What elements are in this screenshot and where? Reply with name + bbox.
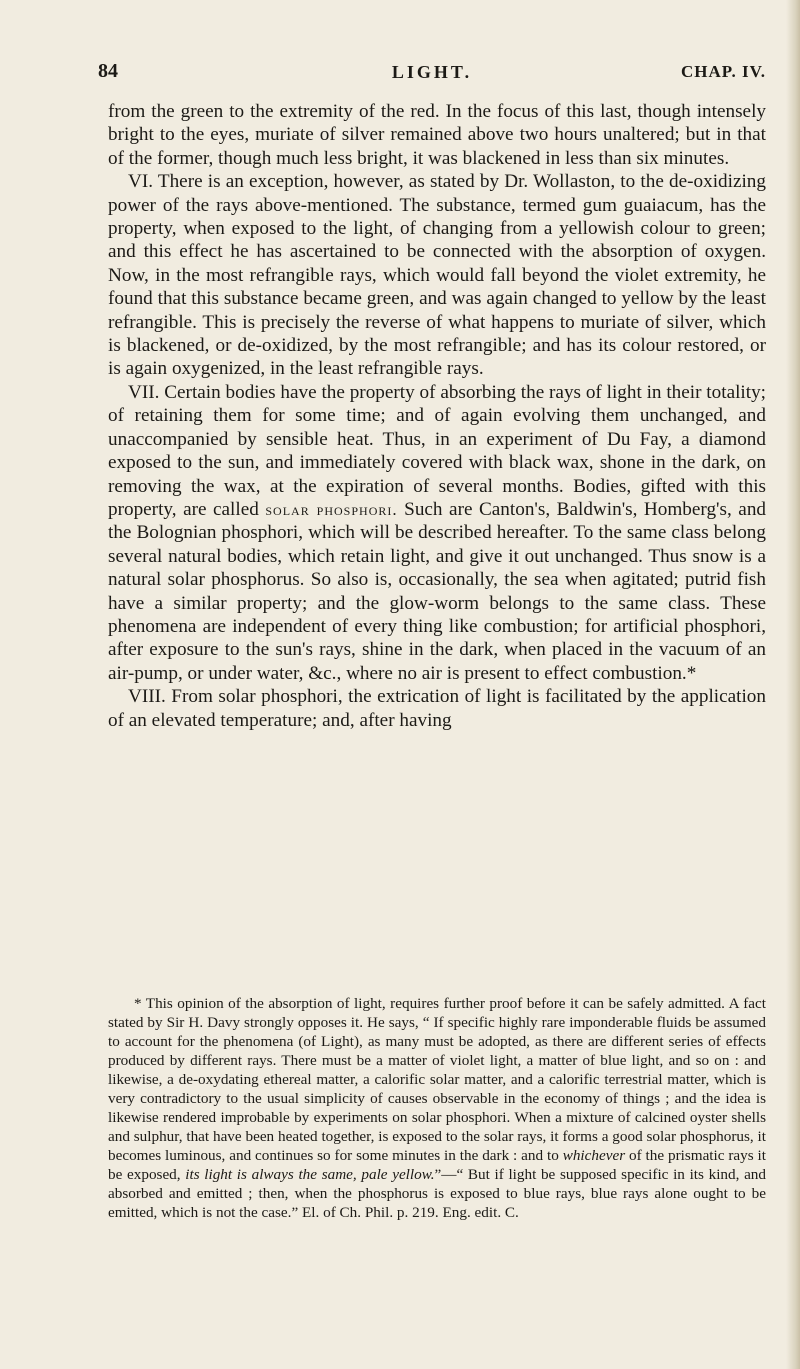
page-edge-shadow xyxy=(786,0,800,1369)
paragraph-vii xyxy=(108,381,766,685)
running-header xyxy=(98,60,766,90)
footnote-text xyxy=(108,994,766,1222)
term-solar-phosphori: solar phosphori. xyxy=(265,499,398,519)
footnote-italic-whichever: whichever xyxy=(562,1147,626,1164)
paragraph-viii: VIII. From solar phosphori, the extrication of light is facilitated by the application of an elevated temperature; and, after having xyxy=(108,686,766,731)
footnote-italic-quote: its light is always the same, pale yellow. xyxy=(185,1166,435,1183)
paragraph-vii-part1: VII. Certain bodies have the property of absorbing the rays of light in their totality; of retaining them for some time; and of again evolving them unchanged, and unaccompanied by sensible heat. Thus, in an experiment of Du Fay, a diamond exposed to the sun, and immediately covered with black wax, shone in the dark, on removing the wax, at the expiration of several months. Bodies, gifted with this property, are called xyxy=(108,381,766,520)
main-text xyxy=(108,100,766,732)
paragraph-vi: VI. There is an exception, however, as stated by Dr. Wollaston, to the de-oxidizing power of the rays above-mentioned. The substance, termed gum guaiacum, has the property, when exposed to the light, of changing from a yellowish colour to green; and this effect he has ascertained to be connected with the absorption of oxygen. Now, in the most refrangible rays, which would fall beyond the violet extremity, he found that this substance became green, and was again changed to yellow by the least refrangible. This is precisely the reverse of what happens to muriate of silver, which is blackened, or de-oxidized, by the most refrangible; and has its colour restored, or is again oxygenized, in the least refrangible rays. xyxy=(108,171,766,380)
page-number: 84 xyxy=(98,60,118,82)
footnote-part1: * This opinion of the absorption of light, requires further proof before it can be safely admitted. A fact stated by Sir H. Davy strongly opposes it. He says, “ If specific highly rare imponderable fluids be assumed to account for the phenomena (of Light), as many must be adopted, as there are different series of effects produced by different rays. There must be a matter of violet light, a matter of blue light, and so on : and likewise, a de-oxydating ethereal matter, a calorific solar matter, and a calorific terrestrial matter, which is very contradictory to the usual simplicity of causes observable in the economy of things ; and the idea is likewise rendered improbable by experiments on solar phosphori. When a mixture of calcined oyster shells and sulphur, that have been heated together, is exposed to the solar rays, it forms a good solar phosphorus, it becomes luminous, and continues so for some minutes in the dark : and to xyxy=(108,995,766,1164)
paragraph-continuation: from the green to the extremity of the red. In the focus of this last, though intensely bright to the eyes, muriate of silver remained above two hours unaltered; but in that of the former, though much less bright, it was blackened in less than six minutes. xyxy=(108,101,766,169)
running-title: LIGHT. xyxy=(391,62,473,82)
footnote xyxy=(108,994,766,1222)
chapter-label: CHAP. IV. xyxy=(680,62,766,81)
footnote-part2: of the prismatic rays it be exposed, xyxy=(108,1147,767,1183)
paragraph-vii-part2: Such are Canton's, Baldwin's, Homberg's, and the Bolognian phosphori, which will be described hereafter. To the same class belong several natural bodies, which retain light, and give it out unchanged. Thus snow is a natural solar phosphorus. So also is, occasionally, the sea when agitated; putrid fish have a similar property; and the glow-worm belongs to the same class. These phenomena are independent of every thing like combustion; for artificial phosphori, after exposure to the sun's rays, shine in the dark, when placed in the vacuum of an air-pump, or under water, &c., where no air is present to effect combustion.* xyxy=(108,498,767,684)
footnote-part3: ”—“ But if light be supposed specific in its kind, and absorbed and emitted ; then, when the phosphorus is exposed to blue rays, blue rays alone ought to be emitted, which is not the case.” El. of Ch. Phil. p. 219. Eng. edit. C. xyxy=(108,1166,766,1221)
